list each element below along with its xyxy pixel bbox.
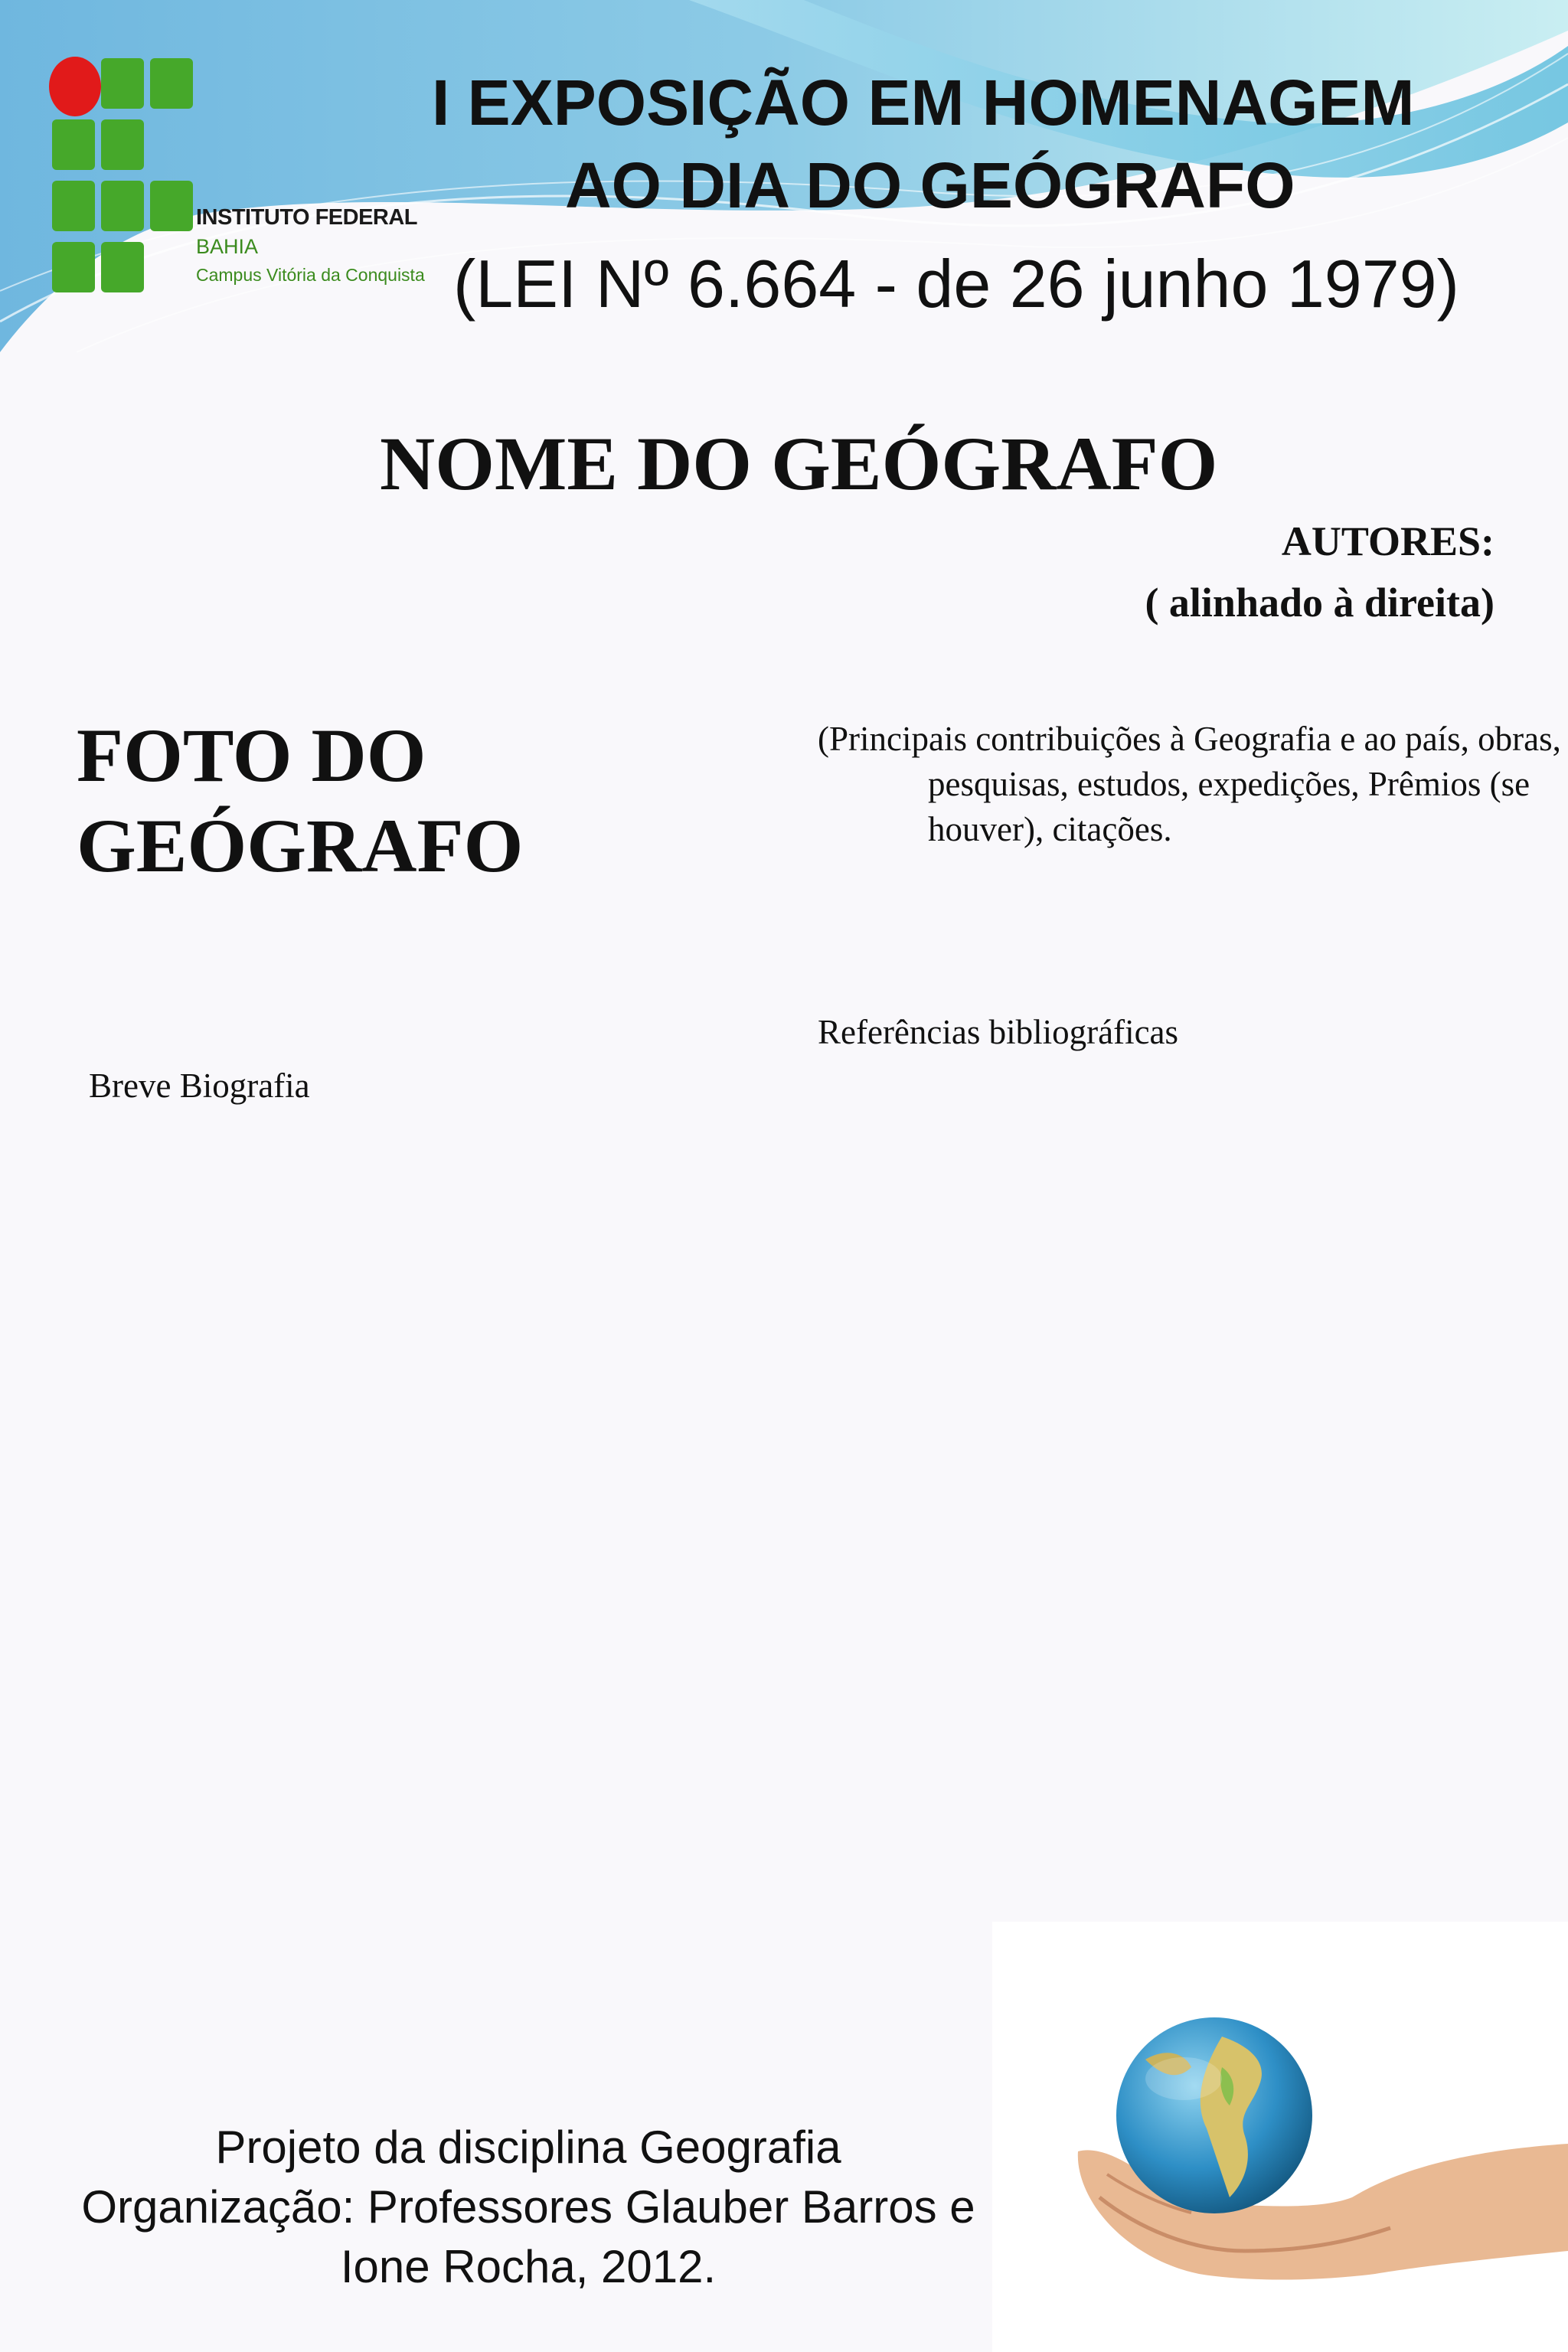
logo-line2: BAHIA [196, 235, 259, 258]
institute-name [196, 205, 426, 286]
logo-line3: Campus Vitória da Conquista [196, 265, 425, 285]
footer-line2: Organização: Professores Glauber Barros e [81, 2181, 975, 2233]
law-reference: (LEI Nº 6.664 - de 26 junho 1979) [453, 246, 1459, 322]
biography-label: Breve Biografia [89, 1067, 310, 1105]
footer-line1: Projeto da disciplina Geografia [215, 2122, 841, 2173]
authors-label: AUTORES: [1281, 518, 1494, 564]
photo-label-line1: FOTO DO [77, 713, 426, 798]
institute-logo [49, 55, 202, 294]
contributions-text: (Principais contribuições à Geografia e ao país, obras, pesquisas, estudos, expedições, Prêmios (se houver), citações. [818, 720, 1561, 848]
references-label: Referências bibliográficas [818, 1013, 1179, 1051]
authors-note: ( alinhado à direita) [1145, 580, 1494, 626]
globe-in-hand-icon [992, 1922, 1568, 2352]
exhibition-title-line1: I EXPOSIÇÃO EM HOMENAGEM [432, 67, 1415, 139]
logo-line1: INSTITUTO FEDERAL [196, 205, 418, 230]
exhibition-title-line2: AO DIA DO GEÓGRAFO [565, 149, 1295, 221]
photo-placeholder-label [77, 710, 551, 891]
footer-line3: Ione Rocha, 2012. [340, 2241, 717, 2292]
geographer-name-title: NOME DO GEÓGRAFO [380, 421, 1218, 506]
logo-red-dot [49, 57, 101, 116]
photo-label-line2: GEÓGRAFO [77, 803, 524, 888]
project-credits [31, 2118, 1026, 2297]
